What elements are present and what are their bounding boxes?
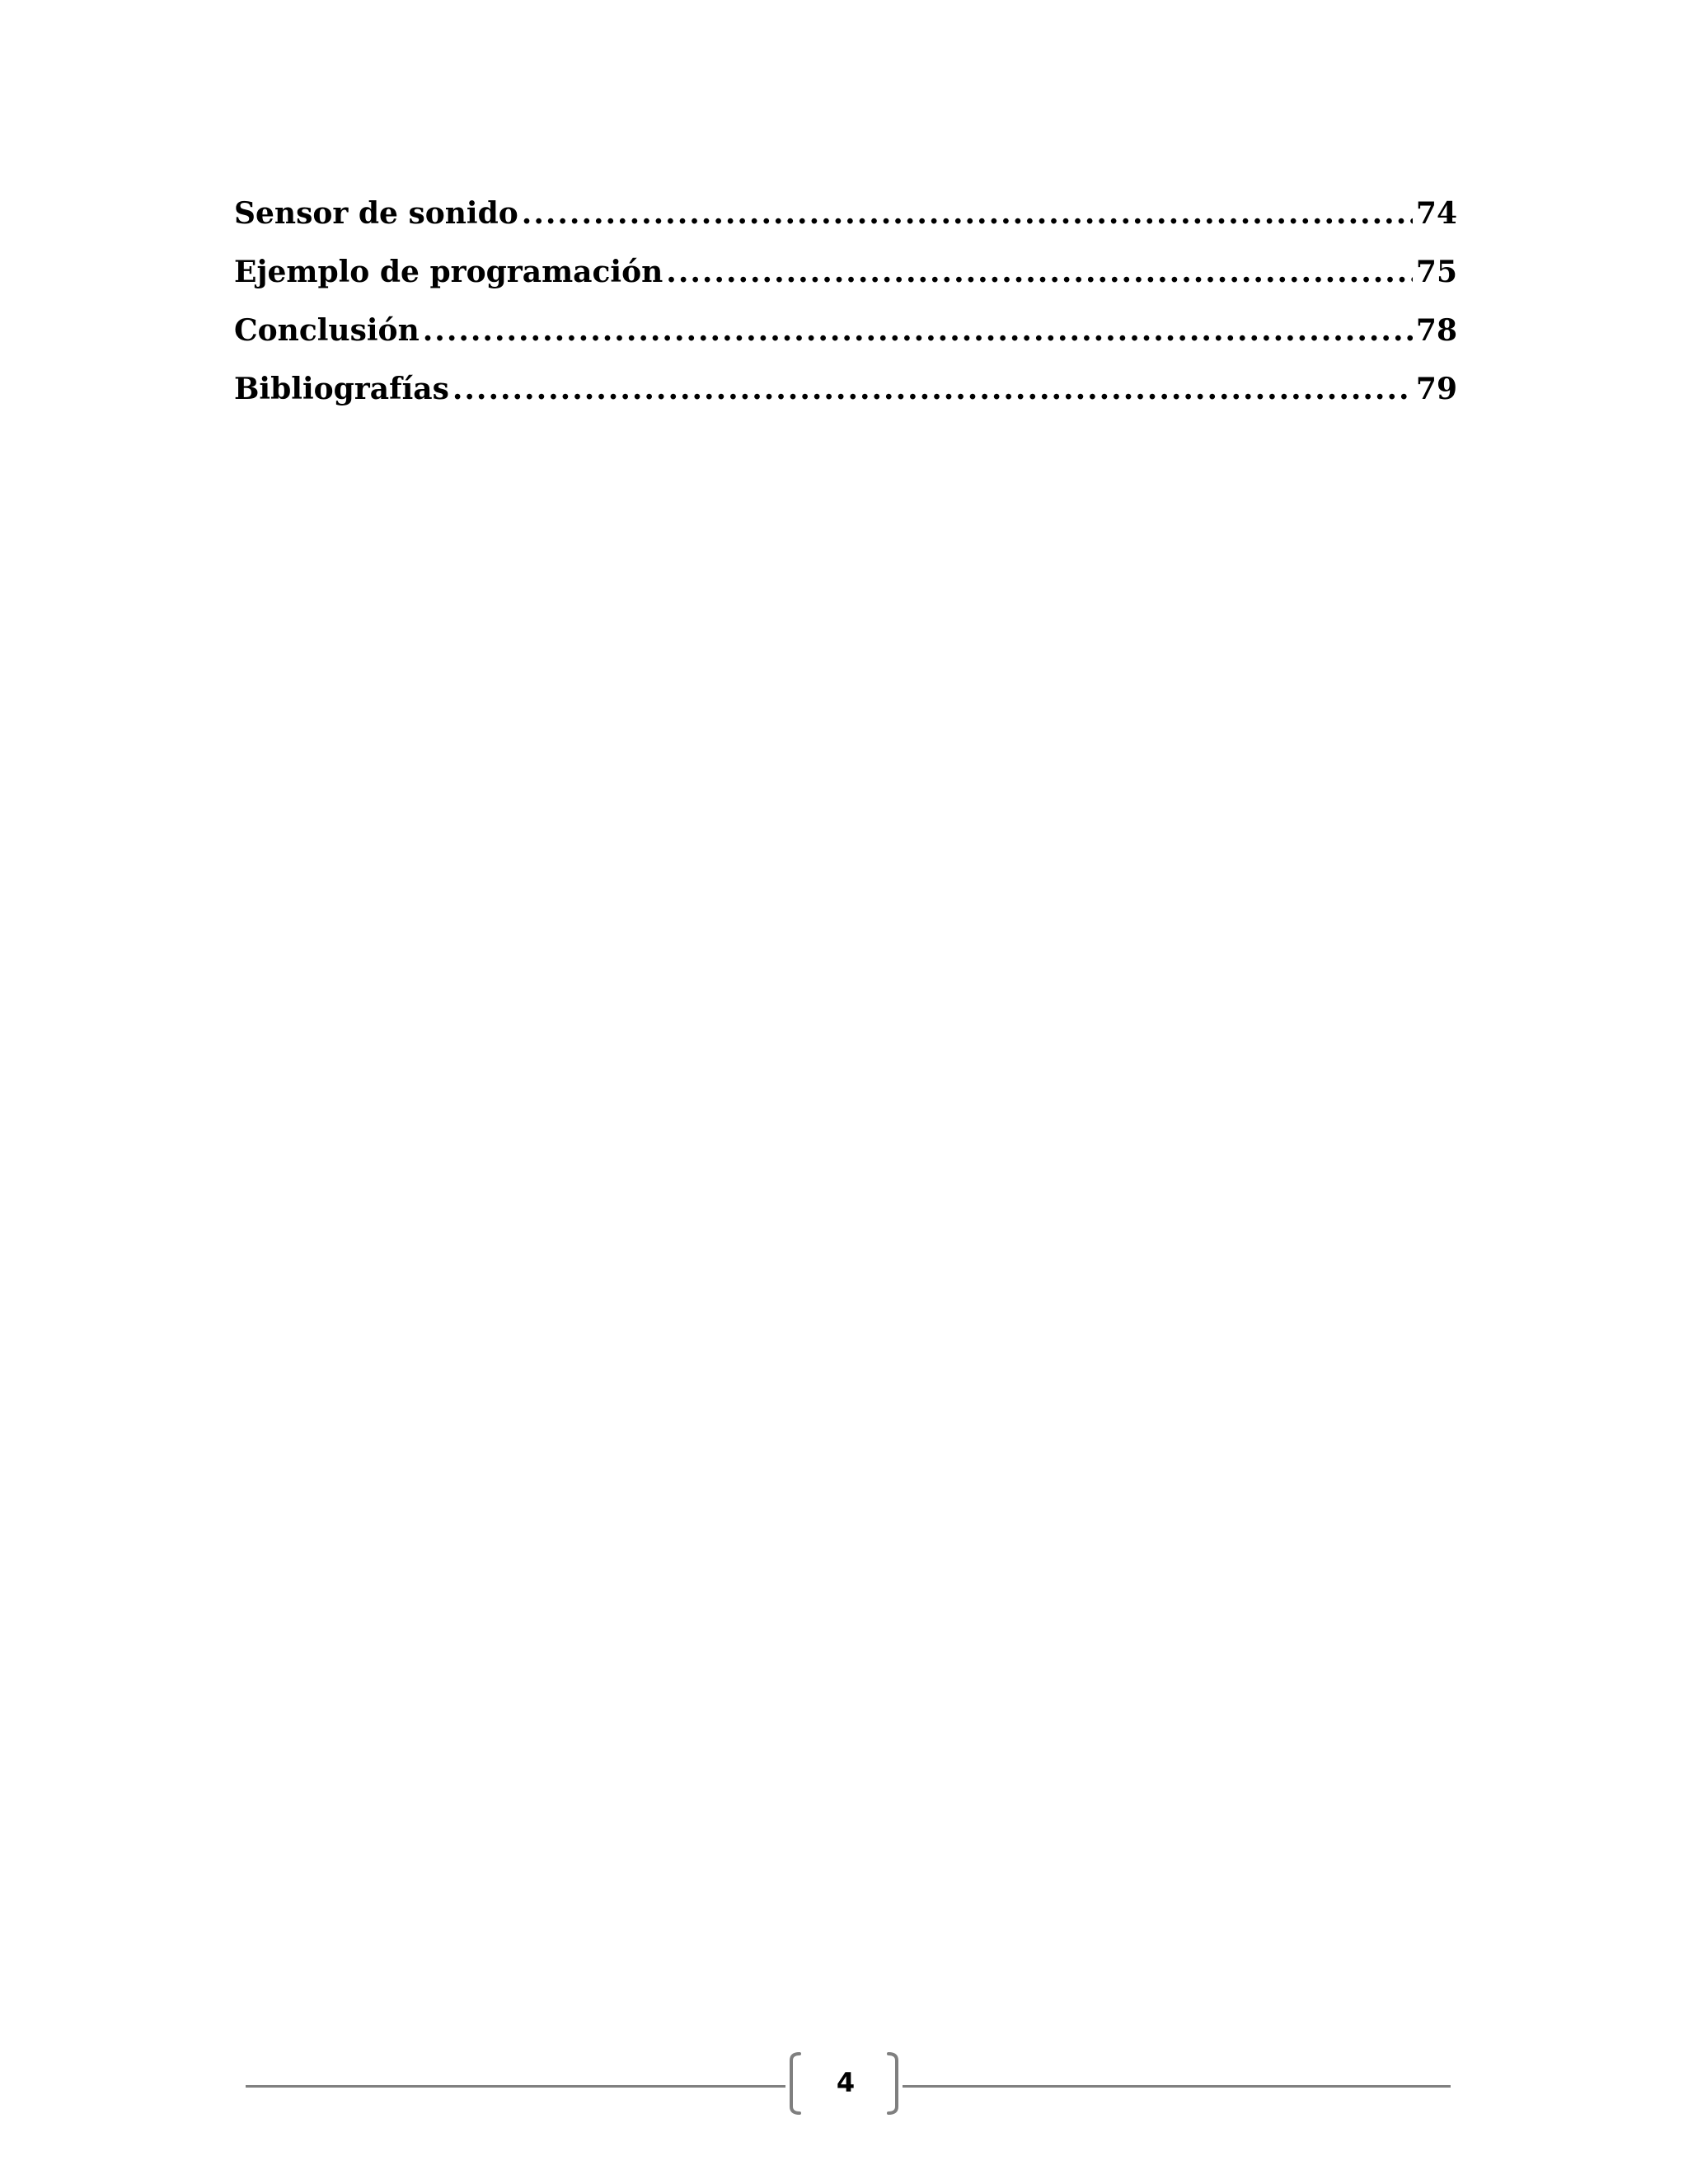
toc-entry-conclusion[interactable] (234, 305, 1457, 363)
toc-dot-leader (423, 305, 1413, 356)
page-number: 4 (836, 2067, 856, 2098)
toc-dot-leader (666, 246, 1413, 298)
toc-entry-bibliografias[interactable] (234, 363, 1457, 422)
toc-entry-page: 75 (1415, 255, 1457, 289)
table-of-contents (234, 188, 1457, 422)
left-brace-icon (786, 2052, 801, 2115)
toc-entry-ejemplo-de-programacion[interactable] (234, 246, 1457, 305)
toc-entry-title: Conclusión (234, 313, 420, 348)
right-brace-icon (887, 2052, 902, 2115)
toc-entry-title: Ejemplo de programación (234, 255, 663, 289)
toc-entry-title: Sensor de sonido (234, 196, 518, 231)
toc-entry-page: 78 (1415, 313, 1457, 348)
toc-entry-title: Bibliografías (234, 372, 449, 406)
footer-rule-right (903, 2085, 1451, 2088)
toc-entry-page: 79 (1415, 372, 1457, 406)
toc-entry-sensor-de-sonido[interactable] (234, 188, 1457, 246)
toc-dot-leader (452, 363, 1413, 415)
toc-dot-leader (522, 188, 1413, 239)
toc-entry-page: 74 (1415, 196, 1457, 231)
page-footer (246, 2052, 1451, 2118)
footer-rule-left (246, 2085, 785, 2088)
